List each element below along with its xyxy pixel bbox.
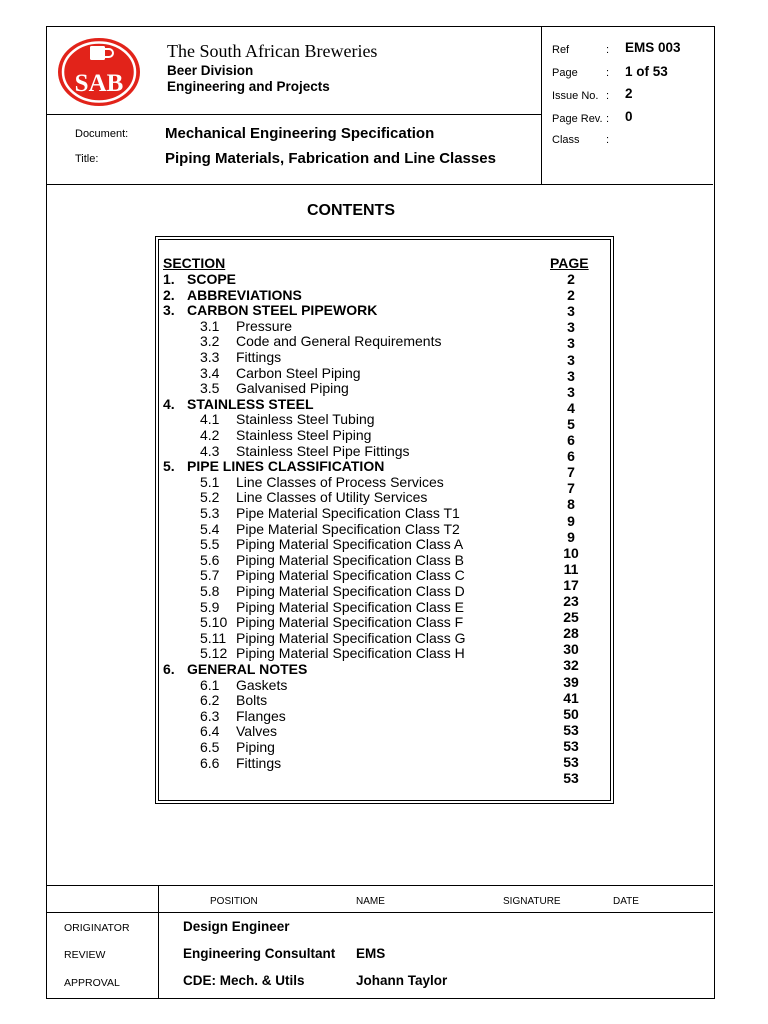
toc-subsection-entry xyxy=(163,333,603,352)
toc-page-number: 41 xyxy=(563,689,579,706)
toc-subsection-entry xyxy=(163,349,603,365)
meta-class-label: Class xyxy=(552,134,580,146)
toc-entry-number: 5.11 xyxy=(200,629,227,646)
toc-entry-number: 5.12 xyxy=(200,645,228,662)
toc-entry-label: Piping Material Specification Class D xyxy=(236,583,465,599)
toc-section-entry xyxy=(163,287,603,303)
division-name: Beer Division xyxy=(167,63,254,78)
toc-page-number: 2 xyxy=(567,271,575,287)
toc-page-number: 7 xyxy=(567,480,575,497)
toc-page-number: 3 xyxy=(567,351,575,368)
page-column-header: PAGE xyxy=(550,255,589,271)
toc-entry-label: Stainless Steel Pipe Fittings xyxy=(236,442,410,459)
toc-entry-label: Piping Material Specification Class F xyxy=(236,614,464,631)
toc-page-number: 53 xyxy=(563,770,579,787)
toc-subsection-entry xyxy=(163,521,603,537)
toc-subsection-entry xyxy=(163,583,603,599)
toc-page-number: 5 xyxy=(567,415,575,432)
toc-entry-label: Piping Material Specification Class H xyxy=(236,645,465,662)
toc-entry-label: Gaskets xyxy=(236,676,288,693)
toc-entry-number: 5.4 xyxy=(200,520,220,537)
toc-subsection-entry xyxy=(163,380,603,396)
toc-entry-label: STAINLESS STEEL xyxy=(187,395,314,412)
toc-subsection-entry xyxy=(163,567,603,583)
toc-page-number: 28 xyxy=(563,625,579,642)
toc-entry-label: PIPE LINES CLASSIFICATION xyxy=(187,458,385,475)
toc-page-number: 53 xyxy=(563,737,579,754)
toc-entry-label: Pressure xyxy=(236,317,293,334)
toc-entry-label: Carbon Steel Piping xyxy=(236,364,361,381)
toc-page-number: 9 xyxy=(567,512,575,529)
toc-subsection-entry xyxy=(163,427,603,443)
toc-entry-label: ABBREVIATIONS xyxy=(187,286,302,303)
toc-section-entry xyxy=(163,458,603,474)
toc-section-entry xyxy=(163,271,603,287)
toc-subsection-entry xyxy=(163,489,603,505)
title-label: Title: xyxy=(75,153,99,165)
toc-subsection-entry xyxy=(163,723,603,739)
toc-entry-label: Piping Material Specification Class A xyxy=(236,536,464,553)
toc-page-number: 17 xyxy=(563,576,579,593)
toc-entry-label: Stainless Steel Tubing xyxy=(236,411,375,428)
toc-entry-number: 1. xyxy=(163,271,175,287)
toc-entry-label: CARBON STEEL PIPEWORK xyxy=(187,302,378,319)
document-value: Mechanical Engineering Specification xyxy=(165,125,435,142)
toc-entry-label: GENERAL NOTES xyxy=(187,661,308,677)
toc-entry-number: 6.1 xyxy=(200,676,220,693)
toc-page-number: 6 xyxy=(567,448,575,465)
toc-entry-label: Pipe Material Specification Class T2 xyxy=(236,520,460,537)
title-value: Piping Materials, Fabrication and Line Classes xyxy=(165,150,496,167)
toc-entry-label: Line Classes of Process Services xyxy=(236,473,444,490)
meta-ref-colon: : xyxy=(606,44,610,56)
toc-entry-label: Pipe Material Specification Class T1 xyxy=(236,505,460,521)
toc-entry-label: Galvanised Piping xyxy=(236,380,349,397)
toc-entry-number: 5.9 xyxy=(200,598,220,615)
toc-page-number: 8 xyxy=(567,496,575,513)
toc-entry-number: 3.5 xyxy=(200,380,220,397)
signoff-col-signature: SIGNATURE xyxy=(503,896,561,907)
toc-entry-number: 5.5 xyxy=(200,536,220,553)
toc-subsection-entry xyxy=(163,739,603,755)
toc-page-number: 7 xyxy=(567,464,575,481)
toc-page-number: 3 xyxy=(567,319,575,336)
toc-entry-number: 5.7 xyxy=(200,567,220,584)
meta-issue-colon: : xyxy=(606,90,610,102)
toc-page-number: 23 xyxy=(563,593,579,609)
header-meta-divider xyxy=(541,27,542,185)
signoff-top-rule xyxy=(47,885,713,886)
toc-page-number: 53 xyxy=(563,754,579,770)
toc-page-number: 3 xyxy=(567,383,575,400)
toc-entry-number: 2. xyxy=(163,286,175,303)
toc-entry-number: 5.6 xyxy=(200,551,220,568)
toc-entry-label: Flanges xyxy=(236,707,286,724)
toc-entry-number: 4.2 xyxy=(200,427,220,443)
signoff-header-rule xyxy=(47,912,713,913)
toc-entry-label: Line Classes of Utility Services xyxy=(236,489,428,506)
toc-page-number: 53 xyxy=(563,721,579,738)
toc-subsection-entry xyxy=(163,536,603,552)
toc-page-number: 2 xyxy=(567,287,575,304)
toc-entry-label: Piping Material Specification Class E xyxy=(236,598,464,615)
toc-entry-number: 5. xyxy=(163,458,175,475)
toc-entry-label: Bolts xyxy=(236,692,268,709)
toc-subsection-entry xyxy=(163,677,603,693)
toc-entry-label: Fittings xyxy=(236,754,282,771)
toc-entry-number: 6. xyxy=(163,661,175,677)
toc-page-number: 39 xyxy=(563,673,579,690)
toc-entry-number: 4. xyxy=(163,395,175,412)
meta-page-value: 1 of 53 xyxy=(625,64,668,79)
meta-page-label: Page xyxy=(552,67,578,79)
toc-subsection-entry xyxy=(163,318,603,334)
header-bottom-rule xyxy=(47,184,713,185)
toc-page-number: 11 xyxy=(563,560,579,577)
toc-entry-number: 5.8 xyxy=(200,583,220,599)
signoff-col-name: NAME xyxy=(356,896,385,907)
toc-page-number: 30 xyxy=(563,641,579,658)
toc-page-number: 3 xyxy=(567,367,575,384)
toc-entry-label: Piping xyxy=(236,739,275,755)
signoff-role-originator: ORIGINATOR xyxy=(64,922,130,934)
toc-section-entry xyxy=(163,396,603,412)
meta-rev-label: Page Rev. xyxy=(552,113,603,125)
toc-page-number: 4 xyxy=(567,399,575,416)
toc-entry-number: 3.1 xyxy=(200,317,220,334)
toc-entry-number: 3.4 xyxy=(200,364,220,381)
toc-entry-number: 6.6 xyxy=(200,754,220,771)
meta-rev-value: 0 xyxy=(625,109,633,124)
logo-text: SAB xyxy=(74,70,124,97)
toc-page-number: 3 xyxy=(567,303,575,320)
toc-entry-number: 3.3 xyxy=(200,349,220,365)
toc-entry-label: Piping Material Specification Class C xyxy=(236,567,465,584)
toc-page-number: 32 xyxy=(563,657,579,674)
toc-entry-number: 6.4 xyxy=(200,723,220,740)
meta-issue-value: 2 xyxy=(625,86,633,101)
department-name: Engineering and Projects xyxy=(167,79,330,94)
signoff-role-review: REVIEW xyxy=(64,949,106,961)
contents-heading: CONTENTS xyxy=(307,202,395,219)
signoff-name-approval: Johann Taylor xyxy=(356,973,448,988)
toc-entry-label: Piping Material Specification Class G xyxy=(236,629,466,646)
signoff-column-divider xyxy=(158,885,159,999)
toc-subsection-entry xyxy=(163,443,603,459)
document-label: Document: xyxy=(75,128,129,140)
toc-subsection-entry xyxy=(163,599,603,615)
toc-page-number: 50 xyxy=(563,705,579,722)
toc-subsection-entry xyxy=(163,645,603,661)
toc-entry-number: 3.2 xyxy=(200,333,220,350)
toc-page-number: 6 xyxy=(567,432,575,448)
toc-subsection-entry xyxy=(163,505,603,521)
section-column-header: SECTION xyxy=(163,255,226,271)
toc-entry-label: Code and General Requirements xyxy=(236,333,442,350)
toc-subsection-entry xyxy=(163,365,603,381)
toc-section-entry xyxy=(163,302,603,318)
document-frame xyxy=(46,26,715,999)
signoff-col-date: DATE xyxy=(613,896,639,907)
toc-page-number: 10 xyxy=(563,544,579,561)
toc-entry-label: Fittings xyxy=(236,349,282,365)
toc-subsection-entry xyxy=(163,755,603,771)
toc-page-number: 3 xyxy=(567,335,575,352)
toc-entry-number: 5.10 xyxy=(200,614,228,631)
toc-subsection-entry xyxy=(163,630,603,646)
toc-entry-label: Valves xyxy=(236,723,277,740)
company-name: The South African Breweries xyxy=(167,41,378,61)
toc-entry-number: 5.2 xyxy=(200,489,220,506)
toc-section-entry xyxy=(163,661,603,677)
signoff-position-originator: Design Engineer xyxy=(183,919,290,934)
toc-entry-number: 5.3 xyxy=(200,505,220,521)
toc-subsection-entry xyxy=(163,552,603,568)
toc-entry-number: 3. xyxy=(163,302,175,319)
signoff-position-approval: CDE: Mech. & Utils xyxy=(183,973,305,988)
meta-page-colon: : xyxy=(606,67,610,79)
toc-entry-label: Piping Material Specification Class B xyxy=(236,551,464,568)
signoff-col-position: POSITION xyxy=(210,896,258,907)
toc-entry-number: 4.1 xyxy=(200,411,220,428)
toc-entry-number: 6.2 xyxy=(200,692,220,709)
signoff-position-review: Engineering Consultant xyxy=(183,946,336,961)
meta-ref-value: EMS 003 xyxy=(625,40,681,55)
signoff-role-approval: APPROVAL xyxy=(64,977,120,989)
meta-class-colon: : xyxy=(606,134,610,146)
toc-entry-number: 5.1 xyxy=(200,473,220,490)
toc-subsection-entry xyxy=(163,689,603,709)
sab-logo-icon xyxy=(57,37,141,107)
toc-entry-number: 6.5 xyxy=(200,739,220,755)
meta-ref-label: Ref xyxy=(552,44,570,56)
header-divider xyxy=(47,114,541,115)
toc-subsection-entry xyxy=(163,474,603,490)
toc-page-number: 9 xyxy=(567,528,575,545)
toc-subsection-entry xyxy=(163,614,603,630)
toc-page-number: 25 xyxy=(563,609,579,626)
meta-issue-label: Issue No. xyxy=(552,90,599,102)
meta-rev-colon: : xyxy=(606,113,610,125)
toc-entry-number: 4.3 xyxy=(200,442,220,459)
toc-entry-number: 6.3 xyxy=(200,707,220,724)
toc-entry-label: Stainless Steel Piping xyxy=(236,427,372,443)
toc-subsection-entry xyxy=(163,705,603,724)
toc-entry-label: SCOPE xyxy=(187,271,237,287)
signoff-name-review: EMS xyxy=(356,946,386,961)
toc-subsection-entry xyxy=(163,411,603,427)
